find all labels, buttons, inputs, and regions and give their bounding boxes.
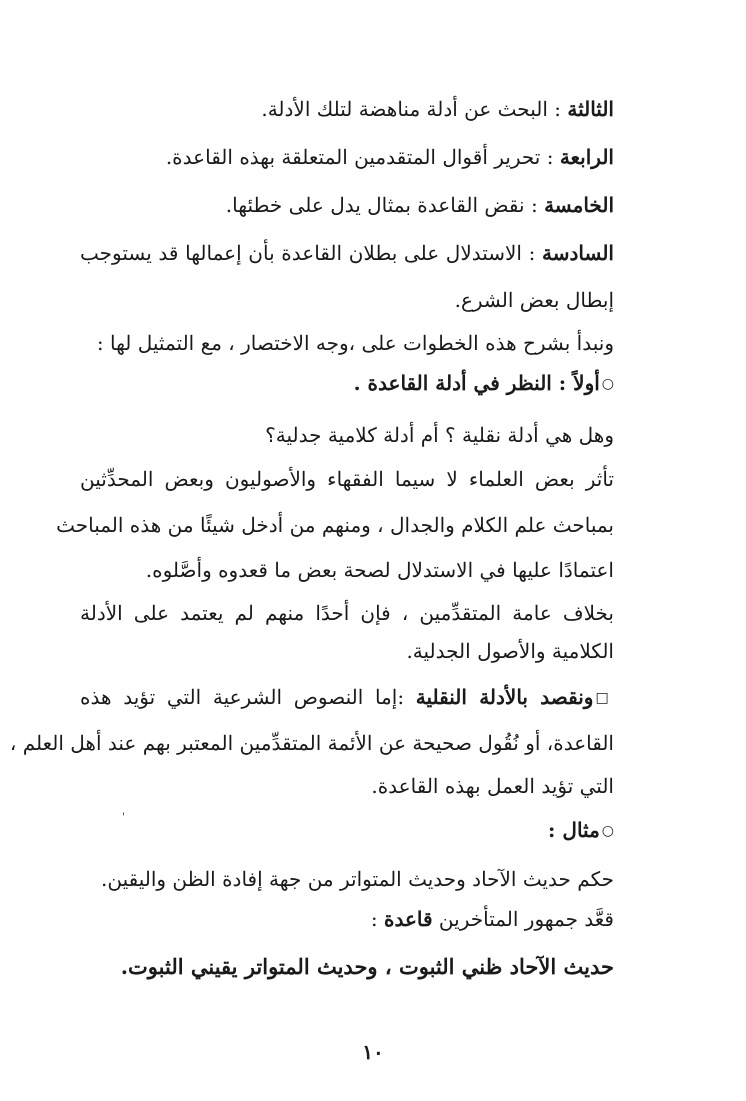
paragraph-line: القاعدة، أو نُقُول صحيحة عن الأئمة المتقدِّمين المعتبر بهم عند أهل العلم ، [9, 731, 614, 755]
paragraph-line: بخلاف عامة المتقدِّمين ، فإن أحدًا منهم لم يعتمد على الأدلة [80, 601, 614, 625]
step-label: الثالثة [567, 97, 614, 121]
circle-bullet-icon: ○ [601, 823, 614, 839]
step-sixth-line [80, 236, 614, 270]
rule-statement: حديث الآحاد ظني الثبوت ، وحديث المتواتر يقيني الثبوت. [120, 954, 614, 979]
circle-bullet-icon: ○ [601, 376, 614, 392]
square-bullet-icon: □ [595, 690, 614, 706]
paragraph-line: تأثر بعض العلماء لا سيما الفقهاء والأصوليون وبعض المحدِّثين [80, 467, 614, 491]
definition-text: :إما النصوص الشرعية التي تؤيد هذه [80, 685, 416, 709]
definition-line [80, 680, 614, 715]
step-text: : تحرير أقوال المتقدمين المتعلقة بهذه القاعدة. [165, 145, 560, 169]
page-number: ١٠ [362, 1040, 384, 1064]
paragraph-line: التي تؤيد العمل بهذه القاعدة. [371, 774, 614, 798]
step-label: السادسة [542, 241, 614, 265]
paragraph-line: ونبدأ بشرح هذه الخطوات على ،وجه الاختصار ، مع التمثيل لها : [96, 331, 614, 355]
rule-intro-text: قعَّد جمهور المتأخرين [432, 907, 614, 931]
step-fifth-line [226, 188, 614, 222]
paragraph-line: وهل هي أدلة نقلية ؟ أم أدلة كلامية جدلية؟ [265, 423, 614, 447]
example-label: مثال [562, 818, 600, 842]
rule-label: قاعدة [383, 907, 433, 931]
paragraph-line: إبطال بعض الشرع. [454, 288, 614, 312]
definition-label: ونقصد بالأدلة النقلية [415, 685, 594, 709]
paragraph-line: اعتمادًا عليها في الاستدلال لصحة بعض ما قعدوه وأصَّلوه. [145, 558, 614, 582]
step-label: الخامسة [544, 193, 614, 217]
rule-colon: : [370, 907, 384, 931]
rule-intro-line [371, 902, 614, 936]
step-fourth-line [166, 140, 614, 174]
step-third-line [261, 92, 614, 126]
step-text: : البحث عن أدلة مناهضة لتلك الأدلة. [261, 97, 568, 121]
section-heading [354, 366, 614, 401]
paragraph-line: حكم حديث الآحاد وحديث المتواتر من جهة إفادة الظن واليقين. [101, 867, 614, 891]
step-label: الرابعة [559, 145, 614, 169]
paragraph-line: الكلامية والأصول الجدلية. [406, 639, 614, 663]
paragraph-line: بمباحث علم الكلام والجدال ، ومنهم من أدخل شيئًا من هذه المباحث [56, 513, 614, 537]
example-colon: : [548, 818, 563, 842]
section-heading-text: أولاً : النظر في أدلة القاعدة . [353, 371, 600, 395]
step-text: : نقض القاعدة بمثال يدل على خطئها. [225, 193, 545, 217]
stray-mark: ' [122, 812, 125, 823]
example-heading [548, 813, 614, 848]
step-text: : الاستدلال على بطلان القاعدة بأن إعمالها قد يستوجب [80, 241, 543, 265]
